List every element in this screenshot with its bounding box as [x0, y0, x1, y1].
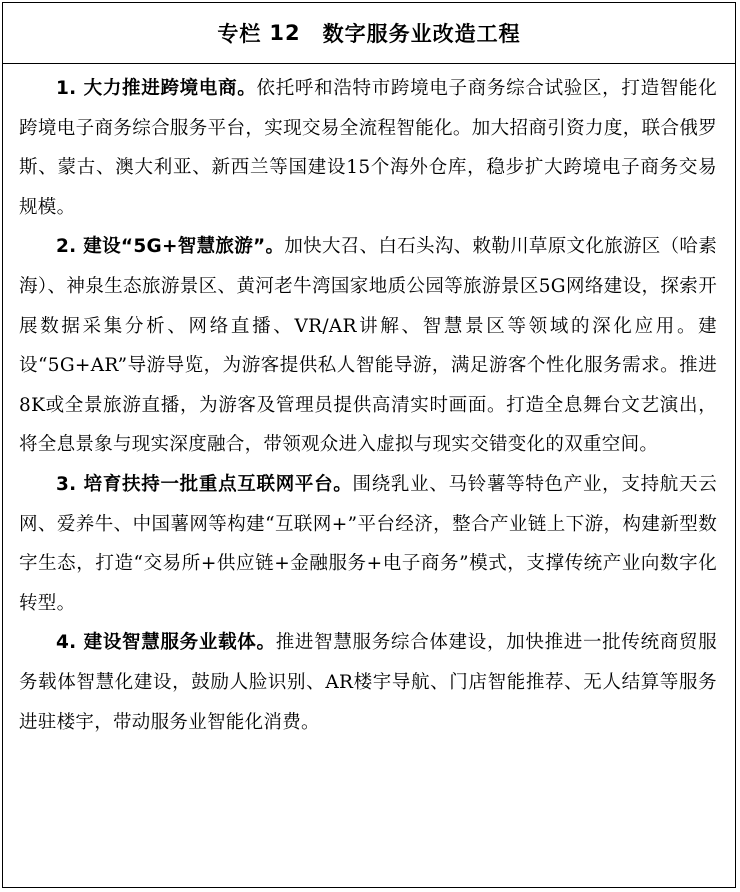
- item-heading: 3. 培育扶持一批重点互联网平台。: [56, 473, 353, 495]
- column-number: 12: [269, 21, 301, 45]
- item-paragraph-4: [19, 623, 717, 742]
- column-content: [3, 64, 735, 742]
- column-title: [3, 3, 735, 64]
- column-label: 专栏: [217, 22, 262, 46]
- item-paragraph-1: [19, 69, 717, 227]
- item-body: 推进智慧服务综合体建设，加快推进一批传统商贸服务载体智慧化建设，鼓励人脸识别、AR楼宇导航、门店智能推荐、无人结算等服务进驻楼宇，带动服务业智能化消费。: [19, 632, 718, 733]
- item-body: 围绕乳业、马铃薯等特色产业，支持航天云网、爱养牛、中国薯网等构建“互联网+”平台经济，整合产业链上下游，构建新型数字生态，打造“交易所+供应链+金融服务+电子商务”模式，支撑传统产业向数字化转型。: [19, 473, 717, 614]
- item-paragraph-3: [19, 465, 717, 623]
- item-body: 加快大召、白石头沟、敕勒川草原文化旅游区（哈素海）、神泉生态旅游景区、黄河老牛湾国家地质公园等旅游景区5G网络建设，探索开展数据采集分析、网络直播、VR/AR讲解、智慧景区等领域的深化应用。建设“5G+AR”导游导览，为游客提供私人智能导游，满足游客个性化服务需求。推进8K或全景旅游直播，为游客及管理员提供高清实时画面。打造全息舞台文艺演出，将全息景象与现实深度融合，带领观众进入虚拟与现实交错变化的双重空间。: [19, 236, 718, 456]
- item-heading: 1. 大力推进跨境电商。: [56, 78, 257, 99]
- item-body: 依托呼和浩特市跨境电子商务综合试验区，打造智能化跨境电子商务综合服务平台，实现交易全流程智能化。加大招商引资力度，联合俄罗斯、蒙古、澳大利亚、新西兰等国建设15个海外仓库，稳步扩大跨境电子商务交易规模。: [19, 78, 718, 218]
- item-paragraph-2: [19, 227, 717, 465]
- column-box: [2, 2, 736, 888]
- column-title-text: 数字服务业改造工程: [322, 22, 521, 46]
- item-heading: 4. 建设智慧服务业载体。: [56, 632, 276, 654]
- item-heading: 2. 建设“5G+智慧旅游”。: [56, 236, 285, 258]
